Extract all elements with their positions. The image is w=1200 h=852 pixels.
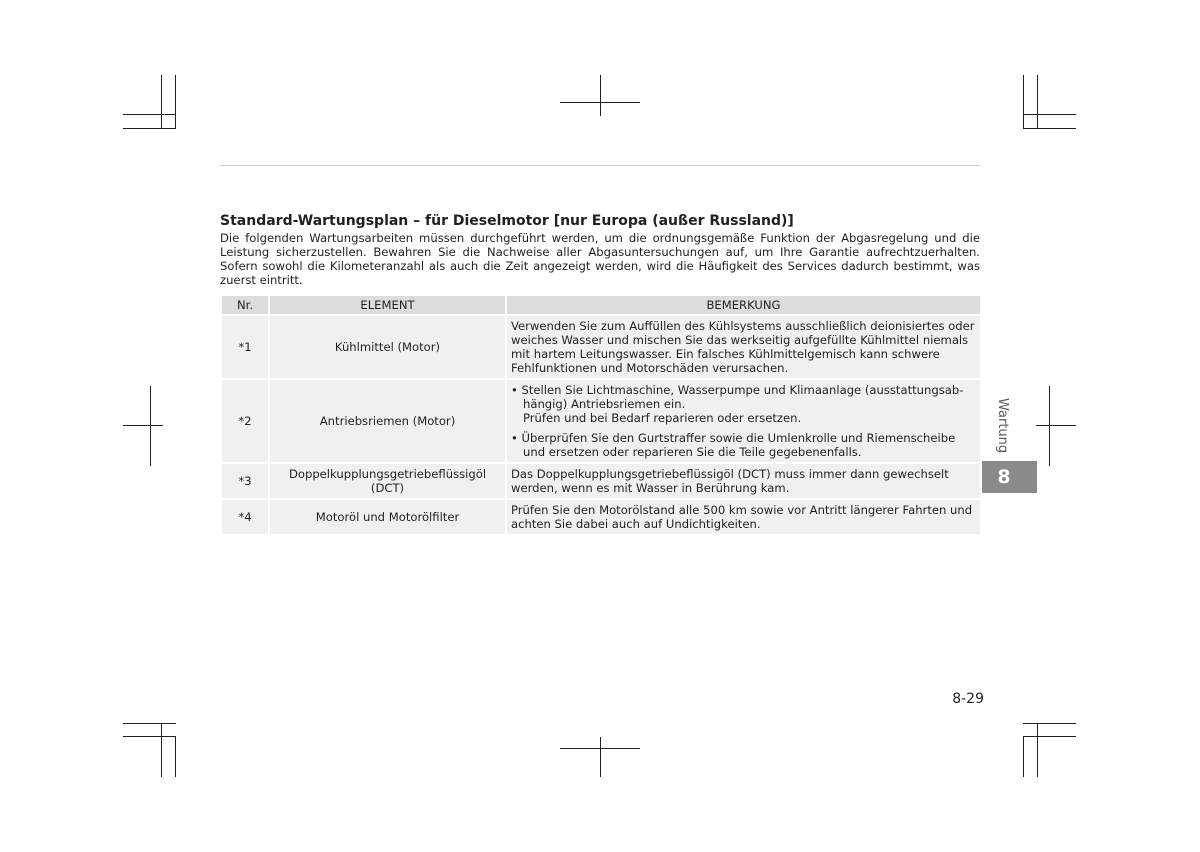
row-number: *1 [221,315,269,379]
row-element: Kühlmittel (Motor) [269,315,506,379]
section-intro: Die folgenden Wartungsarbeiten müssen durchgeführt werden, um die ordnungsgemäße Funktion der Abgasregelung und die Leistung sicherzustellen. Bewahren Sie die Nachweise aller Abgasuntersuchungen auf, um Ihre Garantie aufrechtzuerhalten. Sofern sowohl die Kilometeranzahl als auch die Zeit angezeigt werden, wird die Häufigkeit des Services dadurch bestimmt, was zuerst eintritt. [220,231,980,287]
table-header-row [221,295,981,315]
row-remark [506,379,981,463]
row-element: Doppelkupplungsgetriebeflüssigöl (DCT) [269,463,506,499]
table-row [221,315,981,379]
column-header-remark: BEMERKUNG [506,295,981,315]
remark-bullet: • Stellen Sie Lichtmaschine, Wasserpumpe und Klimaanlage (ausstattungsab-hängig) Antriebsriemen ein. [511,383,964,411]
section-title: Standard-Wartungsplan – für Dieselmotor [nur Europa (außer Russland)] [220,213,794,229]
column-header-nr: Nr. [221,295,269,315]
row-number: *2 [221,379,269,463]
page-number: 8-29 [952,691,984,707]
table-row [221,499,981,535]
row-element: Antriebsriemen (Motor) [269,379,506,463]
remark-bullet-subline: Prüfen und bei Bedarf reparieren oder ersetzen. [523,411,802,425]
row-number: *4 [221,499,269,535]
row-element: Motoröl und Motorölfilter [269,499,506,535]
table-row [221,379,981,463]
row-remark: Das Doppelkupplungsgetriebeflüssigöl (DCT) muss immer dann gewechselt werden, wenn es mit Wasser in Berührung kam. [506,463,981,499]
chapter-number: 8 [997,466,1011,488]
chapter-label: Wartung [995,398,1010,454]
remark-bullet: • Überprüfen Sie den Gurtstraffer sowie die Umlenkrolle und Riemenscheibe und ersetzen oder reparieren Sie die Teile gegebenenfalls. [511,431,956,459]
column-header-element: ELEMENT [269,295,506,315]
maintenance-table [220,294,982,536]
row-remark: Prüfen Sie den Motorölstand alle 500 km sowie vor Antritt längerer Fahrten und achten Sie dabei auch auf Undichtigkeiten. [506,499,981,535]
header-rule [220,165,980,166]
row-remark: Verwenden Sie zum Auffüllen des Kühlsystems ausschließlich deionisiertes oder weiches Wasser und mischen Sie das werkseitig aufgefüllte Kühlmittel niemals mit hartem Leitungswasser. Ein falsches Kühlmittelgemisch kann schwere Fehlfunktionen und Motorschäden verursachen. [506,315,981,379]
table-row [221,463,981,499]
row-number: *3 [221,463,269,499]
